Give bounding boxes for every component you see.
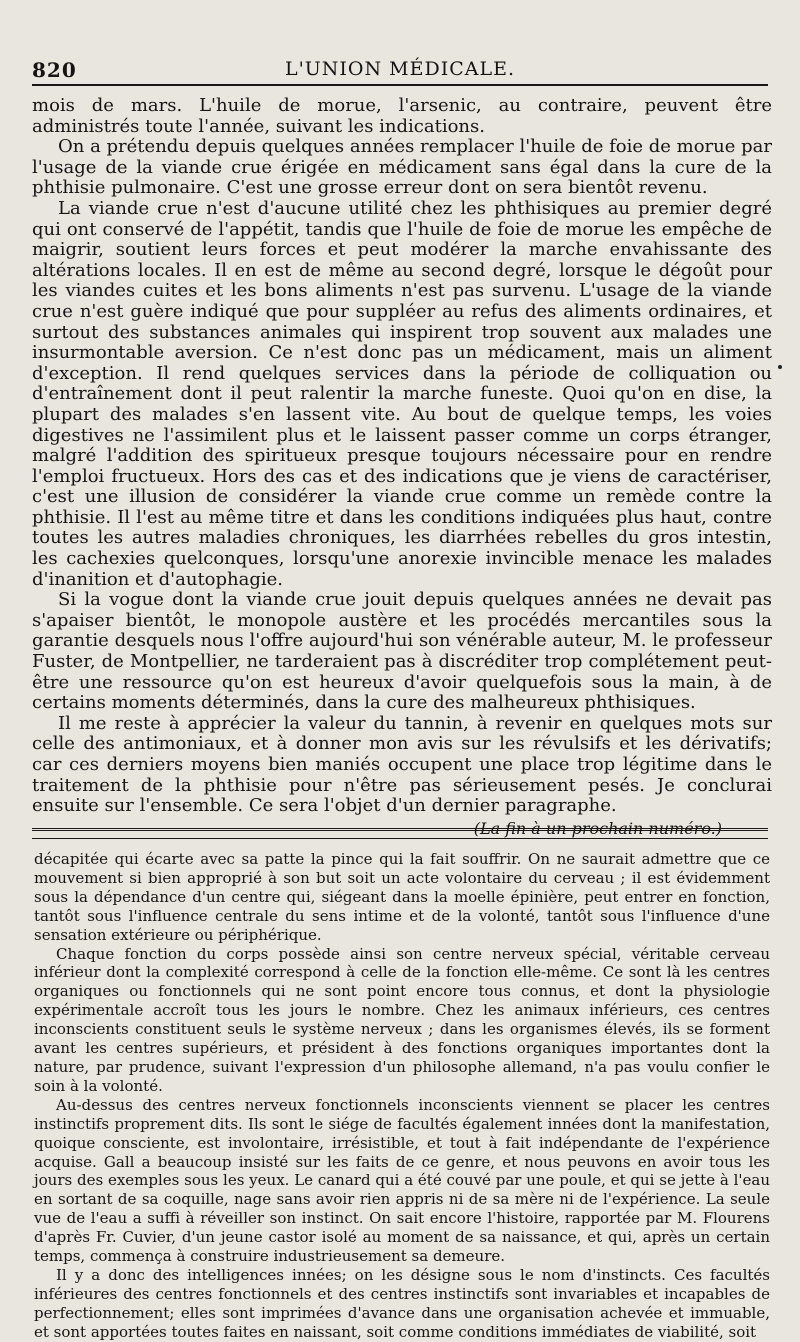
feuilleton-paragraph: décapitée qui écarte avec sa patte la pince qui la fait souffrir. On ne saurait admettre que ce mouvement si bien approprié à son but soit un acte volontaire du cerveau ; il est évidemment sous la dépendance d'un centre qui, siégeant dans la moelle épinière, peut entrer en fonction, tantôt sous l'influence centrale du sens intime et de la volonté, tantôt sous l'influence d'une sensation extérieure ou périphérique. [34, 850, 770, 944]
article-paragraph: On a prétendu depuis quelques années remplacer l'huile de foie de morue par l'usage de la viande crue érigée en médicament sans égal dans la cure de la phthisie pulmonaire. C'est une grosse erreur dont on sera bientôt revenu. [32, 136, 772, 199]
article-paragraph: La viande crue n'est d'aucune utilité chez les phthisiques au premier degré qui ont conservé de l'appétit, tandis que l'huile de foie de morue les empêche de maigrir, soutient leurs forces et peut modérer la marche envahissante des altérations locales. Il en est de même au second degré, lorsque le dégoût pour les viandes cuites et les bons aliments n'est pas survenu. L'usage de la viande crue n'est guère indiqué que pour suppléer au refus des aliments ordinaires, et surtout des substances animales qui inspirent trop souvent aux malades une insurmontable aversion. Ce n'est donc pas un médicament, mais un aliment d'exception. Il rend quelques services dans la période de colliquation ou d'entraînement dont il peut ralentir la marche funeste. Quoi qu'on en dise, la plupart des malades s'en lassent vite. Au bout de quelque temps, les voies digestives ne l'assimilent plus et le laissent passer comme un corps étranger, malgré l'addition des spiritueux presque toujours nécessaire pour en rendre l'emploi fructueux. Hors des cas et des indications que je viens de caractériser, c'est une illusion de considérer la viande crue comme un remède contre la phthisie. Il l'est au même titre et dans les conditions indiquées plus haut, contre toutes les autres maladies chroniques, les diarrhées rebelles du gros intestin, les cachexies quelconques, lorsqu'une anorexie invincible menace les malades d'inanition et d'autophagie. [32, 197, 772, 590]
running-title: L'UNION MÉDICALE. [284, 58, 516, 80]
feuilleton-separator-double [32, 828, 768, 831]
main-article [32, 96, 772, 839]
feuilleton-column [34, 850, 770, 1342]
feuilleton-separator-single [32, 838, 768, 839]
continuation-note: (La fin à un prochain numéro.) [473, 818, 722, 838]
margin-dot [778, 365, 782, 369]
feuilleton-paragraph: Chaque fonction du corps possède ainsi son centre nerveux spécial, véritable cerveau inférieur dont la complexité correspond à celle de la fonction elle-même. Ce sont là les centres organiques ou fonctionnels qui ne sont point encore tous connus, et dont la physiologie expérimentale accroît tous les jours le nombre. Chez les animaux inférieurs, ces centres inconscients constituent seuls le système nerveux ; dans les organismes élevés, ils se forment avant les centres supérieurs, et président à des fonctions organiques importantes dont la nature, par prudence, suivant l'expression d'un philosophe allemand, n'a pas voulu confier le soin à la volonté. [34, 944, 770, 1095]
article-paragraph: Il me reste à apprécier la valeur du tannin, à revenir en quelques mots sur celle des antimoniaux, et à donner mon avis sur les révulsifs et les dérivatifs; car ces derniers moyens bien maniés occupent une place trop légitime dans le traitement de la phthisie pour n'être pas sérieusement pesés. Je conclurai ensuite sur l'ensemble. Ce sera l'objet d'un dernier paragraphe. [32, 712, 772, 817]
page-number: 820 [32, 58, 77, 82]
article-paragraph: Si la vogue dont la viande crue jouit depuis quelques années ne devait pas s'apaiser bientôt, le monopole austère et les procédés mercantiles sous la garantie desquels nous l'offre aujourd'hui son vénérable auteur, M. le professeur Fuster, de Montpellier, ne tarderaient pas à discréditer trop complétement peut-être une ressource qu'on est heureux d'avoir quelquefois sous la main, à de certains moments déterminés, dans la cure des malheureux phthisiques. [32, 589, 772, 714]
article-paragraph: mois de mars. L'huile de morue, l'arsenic, au contraire, peuvent être administrés toute l'année, suivant les indications. [32, 95, 772, 137]
feuilleton-paragraph: Il y a donc des intelligences innées; on les désigne sous le nom d'instincts. Ces facultés inférieures des centres fonctionnels et des centres instinctifs sont invariables et incapables de perfectionnement; elles sont imprimées d'avance dans une organisation achevée et immuable, et sont apportées toutes faites en naissant, soit comme conditions immédiates de viabilité, soit [34, 1265, 770, 1341]
page-header [32, 52, 768, 86]
feuilleton-paragraph: Au-dessus des centres nerveux fonctionnels inconscients viennent se placer les centres instinctifs proprement dits. Ils sont le siége de facultés également innées dont la manifestation, quoique consciente, est involontaire, irrésistible, et tout à fait indépendante de l'expérience acquise. Gall a beaucoup insisté sur les faits de ce genre, et nous peuvons en avoir tous les jours des exemples sous les yeux. Le canard qui a été couvé par une poule, et qui se jette à l'eau en sortant de sa coquille, nage sans avoir rien appris ni de sa mère ni de l'expérience. La seule vue de l'eau a suffi à réveiller son instinct. On sait encore l'histoire, rapportée par M. Flourens d'après Fr. Cuvier, d'un jeune castor isolé au moment de sa naissance, et qui, après un certain temps, commença à construire industrieusement sa demeure. [34, 1095, 770, 1266]
